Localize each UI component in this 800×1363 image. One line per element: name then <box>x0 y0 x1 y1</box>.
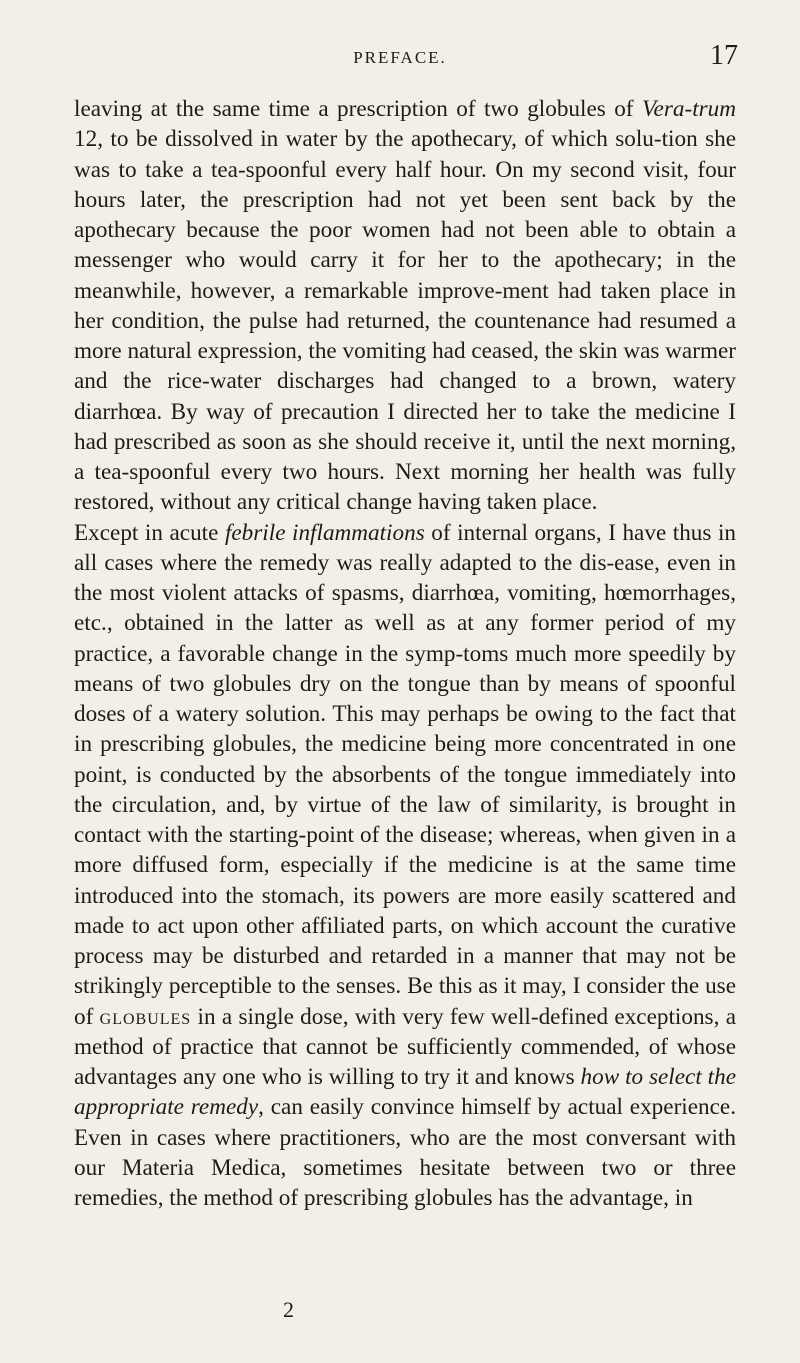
paragraph-2 <box>74 518 736 1214</box>
page-number: 17 <box>710 40 738 71</box>
italic-segment: Vera-trum <box>641 96 736 122</box>
signature-mark: 2 <box>283 1297 294 1322</box>
body-text <box>74 94 736 1213</box>
running-title: PREFACE. <box>353 48 447 67</box>
smallcaps-segment: globules <box>99 1003 192 1030</box>
text-segment: of internal organs, I have thus in all cases where the remedy was really adapted to the dis-ease, even in the most violent attacks of spasms, diarrhœa, vomiting, hœmorrhages, etc., obtained in the latter as well as at any former period of my practice, a favorable change in the symp-toms much more speedily by means of two globules dry on the tongue than by means of spoonful doses of a watery solution. This may perhaps be owing to the fact that in prescribing globules, the medicine being more concentrated in one point, is conducted by the absorbents of the tongue immediately into the circulation, and, by virtue of the law of similarity, is brought in contact with the starting-point of the disease; whereas, when given in a more diffused form, especially if the medicine is at the same time introduced into the stomach, its powers are more easily scattered and made to act upon other affiliated parts, on which account the curative process may be disturbed and retarded in a manner that may not be strikingly perceptible to the senses. Be this as it may, I consider the use of <box>74 519 736 1030</box>
text-segment: leaving at the same time a prescription of two globules of <box>74 96 642 122</box>
text-segment: , can easily convince himself by actual experience. Even in cases where practitioners, who are the most conversant with our Materia Medica, sometimes hesitate between two or three remedies, the method of prescribing globules has the advantage, in <box>74 1094 736 1211</box>
text-segment: Except in acute <box>74 519 225 546</box>
italic-segment: febrile inflammations <box>224 519 425 546</box>
italic-segment: how to select the appropriate remedy <box>74 1064 736 1121</box>
text-segment: 12, to be dissolved in water by the apothecary, of which solu-tion she was to take a tea-spoonful every half hour. On my second visit, four hours later, the prescription had not yet been sent back by the apothecary because the poor women had not been able to obtain a messenger who would carry it for her to the apothecary; in the meanwhile, however, a remarkable improve-ment had taken place in her condition, the pulse had returned, the countenance had resumed a more natural expression, the vomiting had ceased, the skin was warmer and the rice-water discharges had changed to a brown, watery diarrhœa. By way of precaution I directed her to take the medicine I had prescribed as soon as she should receive it, until the next morning, a tea-spoonful every two hours. Next morning her health was fully restored, without any critical change having taken place. <box>74 126 736 516</box>
running-head <box>0 38 800 78</box>
text-segment: in a single dose, with very few well-defined exceptions, a method of practice that cannot be sufficiently commended, of whose advantages any one who is willing to try it and knows <box>74 1003 736 1090</box>
paragraph-1 <box>74 94 736 518</box>
